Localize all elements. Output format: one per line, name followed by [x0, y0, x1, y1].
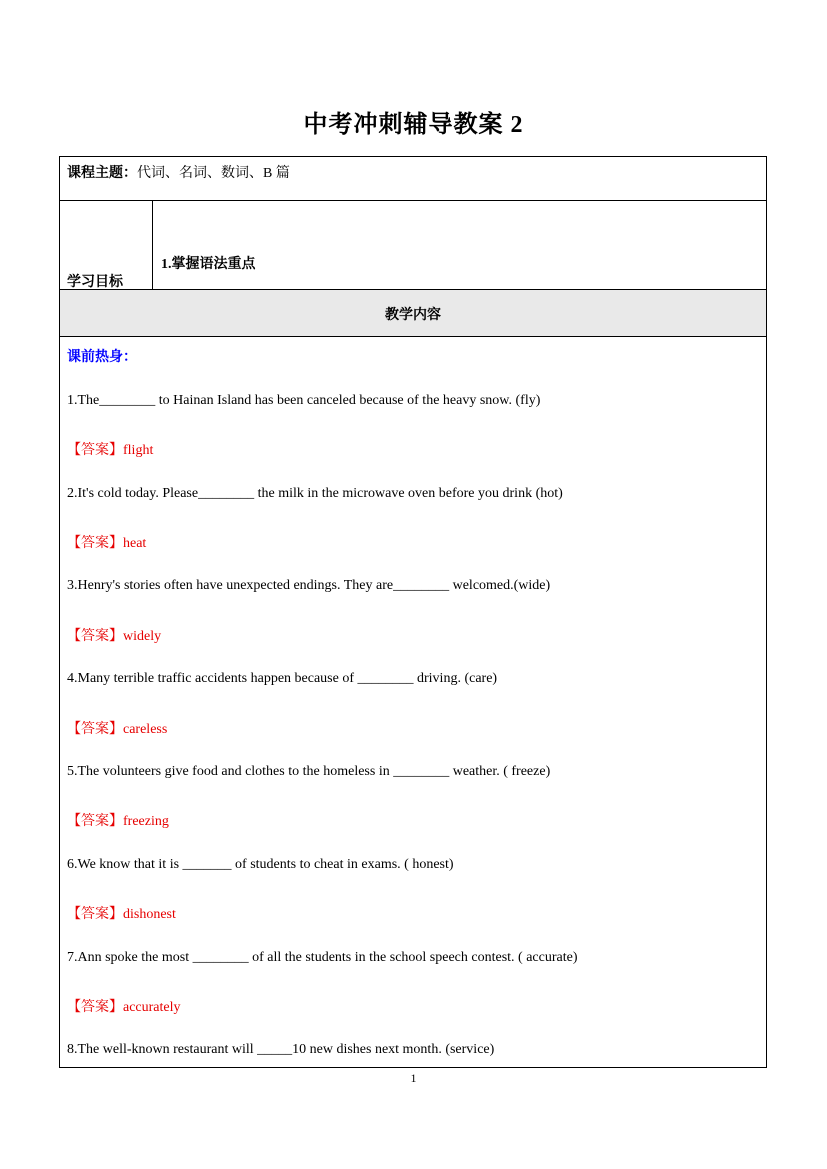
learning-goals-label: 学习目标 [67, 275, 123, 290]
answer-text: 【答案】flight [67, 443, 154, 458]
lesson-table [59, 156, 767, 1068]
teaching-content [60, 337, 766, 1067]
section-header: 教学内容 [385, 308, 441, 323]
answer-text: 【答案】careless [67, 722, 168, 737]
question-text: 7.Ann spoke the most ________ of all the students in the school speech contest. ( accurate) [67, 950, 578, 965]
course-topic [67, 162, 290, 182]
answer-text: 【答案】heat [67, 536, 147, 551]
question-text: 5.The volunteers give food and clothes to the homeless in ________ weather. ( freeze) [67, 764, 551, 779]
question-text: 3.Henry's stories often have unexpected endings. They are________ welcomed.(wide) [67, 578, 551, 593]
answer-text: 【答案】accurately [67, 1000, 181, 1015]
page-title: 中考冲刺辅导教案 2 [303, 112, 524, 138]
question-text: 4.Many terrible traffic accidents happen because of ________ driving. (care) [67, 671, 498, 686]
section-header-row [60, 290, 766, 337]
question-text: 6.We know that it is _______ of students to cheat in exams. ( honest) [67, 857, 454, 872]
learning-goals-row [60, 201, 766, 290]
course-topic-label: 课程主题： [67, 166, 137, 181]
course-topic-value: 代词、名词、数词、B 篇 [137, 166, 290, 181]
answer-text: 【答案】freezing [67, 814, 169, 829]
question-text: 8.The well-known restaurant will _____10 new dishes next month. (service) [67, 1042, 495, 1057]
course-topic-row [60, 157, 766, 201]
page-number: 1 [410, 1071, 417, 1085]
question-text: 2.It's cold today. Please________ the milk in the microwave oven before you drink (hot) [67, 486, 563, 501]
answer-text: 【答案】widely [67, 629, 162, 644]
warmup-label: 课前热身： [67, 350, 137, 365]
learning-goals-label-cell [60, 201, 153, 290]
goal-item: 1.掌握语法重点 [161, 257, 256, 272]
question-text: 1.The________ to Hainan Island has been canceled because of the heavy snow. (fly) [67, 393, 541, 408]
answer-text: 【答案】dishonest [67, 907, 176, 922]
